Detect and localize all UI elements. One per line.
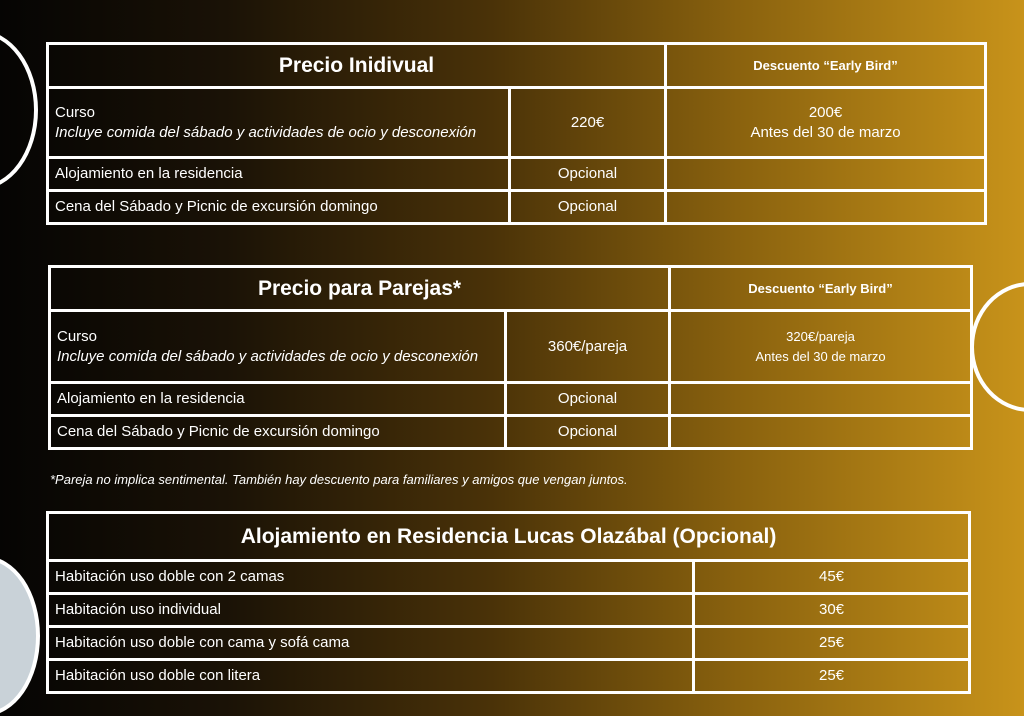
table-row	[48, 191, 986, 224]
row-empty	[666, 191, 986, 224]
row-label: Alojamiento en la residencia	[50, 383, 506, 416]
row-label: Cena del Sábado y Picnic de excursión domingo	[48, 191, 510, 224]
individual-price-table	[46, 42, 987, 225]
row-value: Opcional	[506, 383, 670, 416]
individual-discount-cell	[666, 88, 986, 158]
couples-discount-deadline: Antes del 30 de marzo	[755, 348, 886, 364]
course-description: Incluye comida del sábado y actividades de ocio y desconexión	[55, 123, 477, 141]
individual-discount-header: Descuento “Early Bird”	[666, 44, 986, 88]
residence-header-row	[48, 513, 970, 561]
row-value: Opcional	[506, 416, 670, 449]
table-row	[48, 594, 970, 627]
couples-course-price: 360€/pareja	[506, 311, 670, 383]
couples-discount-header: Descuento “Early Bird”	[670, 267, 972, 311]
individual-title: Precio Inidivual	[48, 44, 666, 88]
row-label: Habitación uso doble con 2 camas	[48, 561, 694, 594]
table-row	[48, 627, 970, 660]
couples-course-row	[50, 311, 972, 383]
row-value: 30€	[694, 594, 970, 627]
row-label: Habitación uso doble con litera	[48, 660, 694, 693]
course-label: Curso	[57, 327, 98, 345]
row-label: Cena del Sábado y Picnic de excursión domingo	[50, 416, 506, 449]
row-label: Alojamiento en la residencia	[48, 158, 510, 191]
course-label: Curso	[55, 103, 96, 121]
row-empty	[670, 416, 972, 449]
individual-course-row	[48, 88, 986, 158]
couples-course-cell	[50, 311, 506, 383]
row-label: Habitación uso individual	[48, 594, 694, 627]
couples-discount-price: 320€/pareja	[786, 328, 855, 344]
row-empty	[666, 158, 986, 191]
row-label: Habitación uso doble con cama y sofá cama	[48, 627, 694, 660]
couples-price-table	[48, 265, 973, 450]
individual-discount-price: 200€	[808, 103, 843, 121]
row-value: Opcional	[510, 158, 666, 191]
decorative-circle-right	[970, 282, 1024, 412]
course-description: Incluye comida del sábado y actividades de ocio y desconexión	[57, 347, 479, 365]
decorative-circle-left-top	[0, 30, 38, 190]
row-value: 25€	[694, 660, 970, 693]
individual-header-row	[48, 44, 986, 88]
couples-title: Precio para Parejas*	[50, 267, 670, 311]
couples-discount-cell	[670, 311, 972, 383]
row-value: Opcional	[510, 191, 666, 224]
couples-header-row	[50, 267, 972, 311]
individual-discount-deadline: Antes del 30 de marzo	[750, 123, 901, 141]
couples-footnote: *Pareja no implica sentimental. También hay descuento para familiares y amigos que vengan juntos.	[50, 472, 628, 487]
table-row	[48, 561, 970, 594]
residence-title: Alojamiento en Residencia Lucas Olazábal (Opcional)	[48, 513, 970, 561]
table-row	[50, 383, 972, 416]
row-empty	[670, 383, 972, 416]
table-row	[48, 158, 986, 191]
table-row	[50, 416, 972, 449]
individual-course-cell	[48, 88, 510, 158]
row-value: 25€	[694, 627, 970, 660]
table-row	[48, 660, 970, 693]
decorative-circle-left-bottom	[0, 556, 40, 716]
residence-price-table	[46, 511, 971, 694]
row-value: 45€	[694, 561, 970, 594]
individual-course-price: 220€	[510, 88, 666, 158]
